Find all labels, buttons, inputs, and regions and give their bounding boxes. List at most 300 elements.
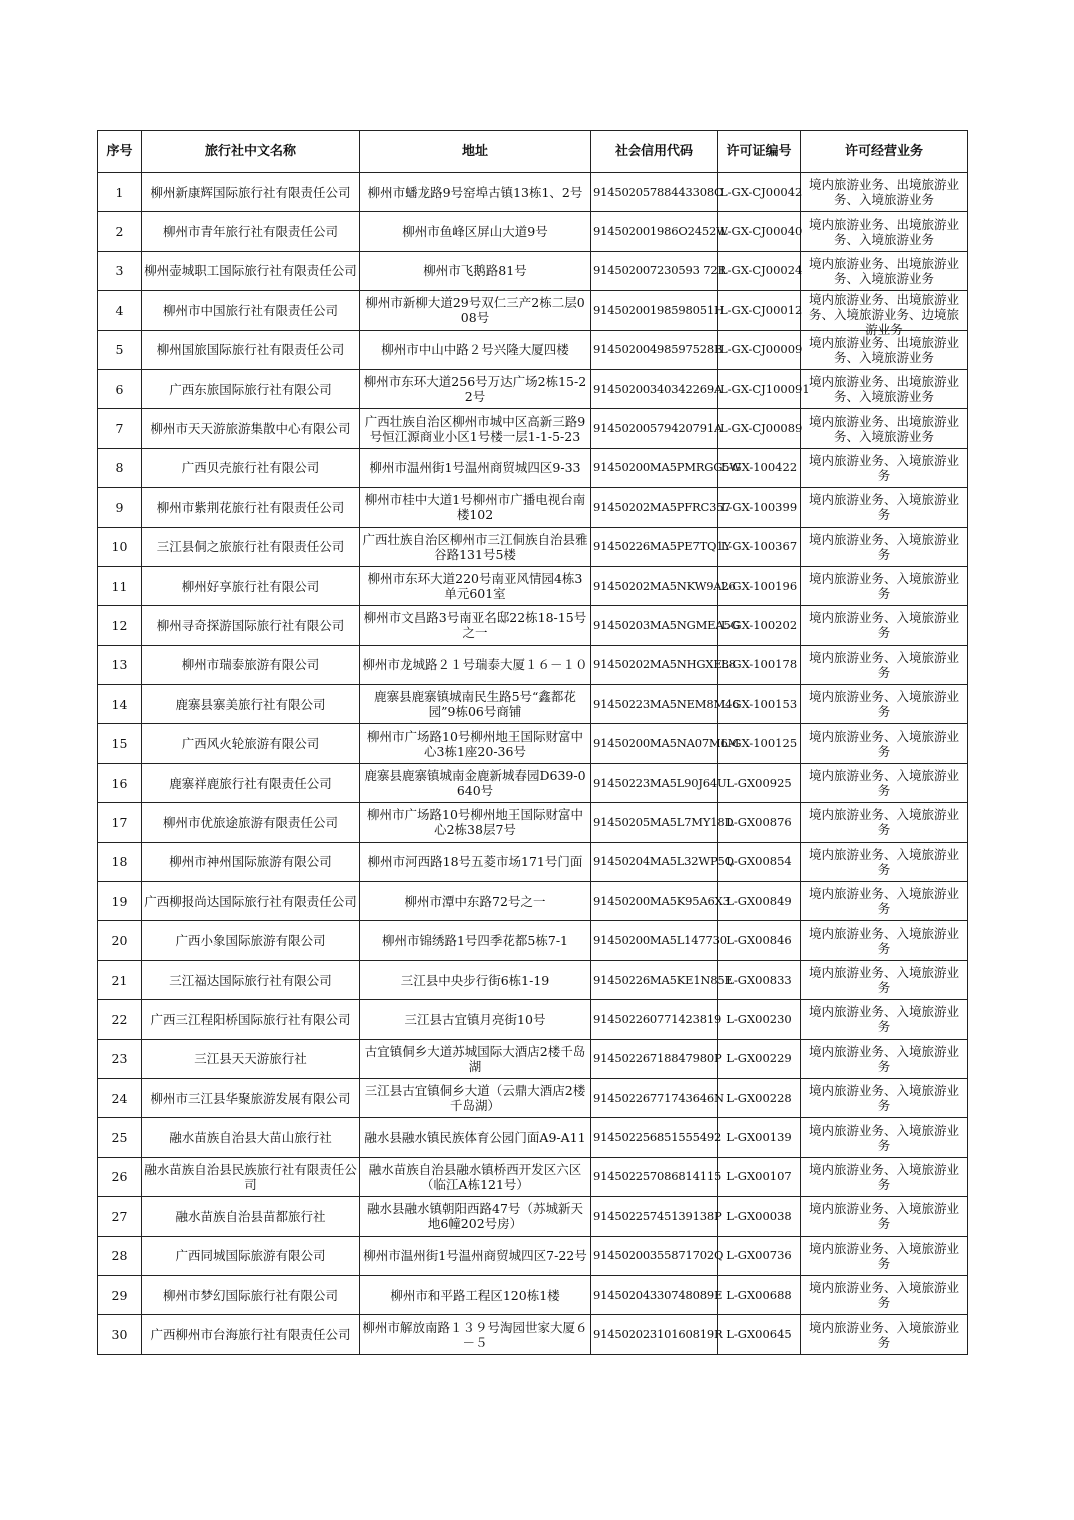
cell-business-scope: [801, 1315, 968, 1354]
cell-license-number-text: L-GX00688: [726, 1287, 792, 1302]
table-row: [98, 921, 968, 960]
cell-address-text: 柳州市广场路10号柳州地王国际财富中心2栋38层7号: [367, 807, 583, 838]
cell-license-number: [718, 527, 801, 566]
cell-license-number: [718, 330, 801, 369]
cell-business-scope-text: 境内旅游业务、入境旅游业务: [808, 886, 959, 917]
cell-index-text: 29: [111, 1287, 128, 1303]
cell-agency-name: [142, 645, 360, 684]
cell-credit-code: [591, 369, 723, 408]
cell-credit-code: [591, 1157, 722, 1196]
cell-license-number-text: L-GX-CJ00024: [720, 263, 803, 278]
cell-license-number-text: L-GX-100125: [720, 736, 798, 751]
table-body: [98, 173, 968, 1355]
cell-credit-code: [591, 330, 723, 369]
cell-index: [98, 1039, 142, 1078]
cell-business-scope: [801, 960, 968, 999]
cell-index: [98, 763, 142, 802]
cell-credit-code: [591, 1197, 722, 1236]
cell-address: [360, 1118, 591, 1157]
cell-license-number-text: L-GX00230: [726, 1011, 792, 1026]
cell-address-text: 柳州市锦绣路1号四季花都5栋7-1: [381, 933, 569, 949]
header-index: 序号: [98, 131, 142, 173]
cell-agency-name-text: 广西小象国际旅游有限公司: [175, 933, 326, 949]
cell-license-number-text: L-GX00229: [726, 1051, 792, 1066]
cell-credit-code: [591, 1236, 724, 1275]
cell-index: [98, 685, 142, 724]
cell-business-scope-text: 境内旅游业务、入境旅游业务: [808, 728, 959, 759]
cell-address-text: 融水县融水镇朝阳西路47号（苏城新天地6幢202号房）: [367, 1201, 583, 1232]
cell-business-scope: [801, 1000, 968, 1039]
cell-business-scope: [801, 921, 968, 960]
cell-address-text: 鹿寨县鹿寨镇城南民生路5号“鑫都花园”9栋06号商铺: [374, 689, 576, 720]
cell-agency-name-text: 柳州市中国旅行社有限责任公司: [162, 302, 338, 318]
cell-credit-code-text: 91450200MA5K95A6X3: [593, 893, 730, 908]
header-credit-code: 社会信用代码: [591, 131, 718, 173]
cell-credit-code: [591, 606, 740, 645]
cell-credit-code: [591, 1039, 722, 1078]
cell-index-text: 16: [111, 775, 128, 791]
cell-index-text: 9: [115, 499, 124, 515]
cell-agency-name: [142, 1078, 360, 1117]
cell-credit-code: [591, 645, 736, 684]
cell-license-number: [718, 803, 801, 842]
cell-index-text: 24: [111, 1090, 128, 1106]
cell-license-number: [718, 645, 801, 684]
cell-address: [360, 921, 591, 960]
cell-address: [360, 566, 591, 605]
cell-agency-name: [142, 960, 360, 999]
cell-license-number-text: L-GX00038: [726, 1208, 792, 1223]
cell-credit-code-text: 914502260771423819: [593, 1011, 722, 1026]
cell-index: [98, 1078, 142, 1117]
cell-index: [98, 330, 142, 369]
cell-business-scope-text: 境内旅游业务、出境旅游业务、入境旅游业务、边境旅游业务: [808, 292, 959, 338]
cell-credit-code-text: 91450204330748089E: [593, 1287, 723, 1302]
cell-agency-name: [142, 488, 360, 527]
header-row: [98, 131, 968, 173]
cell-index-text: 30: [111, 1327, 128, 1343]
cell-business-scope: [801, 1118, 968, 1157]
cell-index-text: 23: [111, 1051, 128, 1067]
cell-license-number: [718, 448, 801, 487]
cell-agency-name-text: 柳州市瑞泰旅游有限公司: [181, 657, 320, 673]
cell-agency-name: [142, 291, 360, 330]
cell-agency-name-text: 融水苗族自治县民族旅行社有限责任公司: [144, 1161, 357, 1192]
cell-index: [98, 1000, 142, 1039]
cell-index: [98, 409, 142, 448]
cell-business-scope: [801, 330, 968, 369]
cell-business-scope-text: 境内旅游业务、入境旅游业务: [808, 610, 959, 641]
cell-license-number-text: L-GX-CJ00089: [720, 421, 803, 436]
table-row: [98, 1118, 968, 1157]
cell-credit-code-text: 91450225745139138P: [593, 1208, 722, 1223]
cell-credit-code-text: 91450226MA5PE7TQ1Y: [593, 539, 731, 554]
cell-business-scope-text: 境内旅游业务、入境旅游业务: [808, 649, 959, 680]
cell-business-scope-text: 境内旅游业务、入境旅游业务: [808, 531, 959, 562]
cell-index: [98, 448, 142, 487]
cell-license-number-text: L-GX-CJ00042: [720, 184, 803, 199]
cell-credit-code-text: 91450202MA5NKW9A26: [593, 578, 736, 593]
cell-agency-name: [142, 173, 360, 212]
cell-agency-name-text: 三江县侗之旅旅行社有限责任公司: [156, 539, 345, 555]
cell-index-text: 1: [115, 184, 124, 200]
cell-address: [360, 645, 591, 684]
cell-address-text: 柳州市新柳大道29号双仁三产2栋二层008号: [365, 295, 585, 326]
cell-address-text: 柳州市潭中东路72号之一: [404, 893, 546, 909]
cell-credit-code-text: 91450202MA5PFRC357: [593, 499, 731, 514]
table-row: [98, 1078, 968, 1117]
cell-business-scope: [801, 251, 968, 290]
cell-license-number-text: L-GX00854: [726, 854, 792, 869]
cell-index-text: 20: [111, 933, 128, 949]
cell-credit-code-text: 91450202MA5NHGXE88: [593, 657, 736, 672]
cell-index-text: 22: [111, 1011, 128, 1027]
cell-business-scope-text: 境内旅游业务、入境旅游业务: [808, 768, 959, 799]
cell-business-scope: [801, 291, 968, 338]
cell-agency-name: [142, 1275, 360, 1314]
cell-business-scope-text: 境内旅游业务、入境旅游业务: [808, 1004, 959, 1035]
cell-agency-name: [142, 724, 360, 763]
cell-license-number-text: L-GX-100202: [720, 617, 798, 632]
cell-address: [360, 409, 591, 448]
cell-index-text: 11: [111, 578, 128, 594]
cell-address-text: 柳州市中山中路２号兴隆大厦四楼: [381, 342, 569, 358]
cell-agency-name-text: 鹿寨县寨美旅行社有限公司: [175, 696, 326, 712]
cell-agency-name: [142, 330, 360, 369]
table-row: [98, 173, 968, 212]
cell-agency-name-text: 三江福达国际旅行社有限公司: [169, 972, 332, 988]
cell-license-number: [718, 724, 801, 763]
cell-credit-code: [591, 1275, 723, 1314]
cell-license-number: [718, 369, 810, 408]
cell-index: [98, 173, 142, 212]
cell-business-scope-text: 境内旅游业务、入境旅游业务: [808, 846, 959, 877]
cell-index-text: 26: [111, 1169, 128, 1185]
cell-address-text: 柳州市和平路工程区120栋1楼: [390, 1287, 560, 1303]
cell-credit-code-text: 914502007230593 72R: [593, 263, 726, 278]
table-row: [98, 1157, 968, 1196]
cell-credit-code-text: 91450205788443308O: [593, 184, 724, 199]
cell-license-number-text: L-GX00925: [726, 775, 792, 790]
cell-agency-name-text: 柳州市神州国际旅游有限公司: [169, 854, 332, 870]
cell-credit-code: [591, 1315, 723, 1354]
cell-business-scope-text: 境内旅游业务、入境旅游业务: [808, 1201, 959, 1232]
cell-license-number-text: L-GX00228: [726, 1090, 792, 1105]
cell-license-number-text: L-GX00846: [726, 933, 792, 948]
cell-address: [360, 1315, 591, 1354]
cell-index: [98, 212, 142, 251]
cell-license-number-text: L-GX-CJ00012: [720, 302, 803, 317]
cell-credit-code-text: 91450223MA5L90J64U: [593, 775, 727, 790]
cell-business-scope-text: 境内旅游业务、入境旅游业务: [808, 1161, 959, 1192]
cell-index-text: 14: [111, 696, 128, 712]
cell-address: [360, 330, 591, 369]
table-row: [98, 685, 968, 724]
cell-business-scope: [801, 606, 968, 645]
table-row: [98, 527, 968, 566]
cell-index-text: 3: [115, 263, 124, 279]
cell-agency-name-text: 融水苗族自治县苗都旅行社: [175, 1208, 326, 1224]
cell-agency-name-text: 柳州壶城职工国际旅行社有限责任公司: [144, 263, 357, 279]
cell-license-number: [718, 488, 801, 527]
table-row: [98, 763, 968, 802]
cell-business-scope: [801, 527, 968, 566]
cell-address-text: 柳州市文昌路3号南亚名邸22栋18-15号之一: [363, 610, 587, 641]
cell-address-text: 三江县古宜镇侗乡大道（云鼎大酒店2楼千岛湖）: [364, 1083, 586, 1114]
cell-license-number: [718, 1078, 801, 1117]
cell-agency-name: [142, 1197, 360, 1236]
cell-agency-name: [142, 803, 360, 842]
cell-address: [360, 1236, 591, 1275]
cell-credit-code-text: 91450200198598051H: [593, 302, 724, 317]
cell-business-scope: [801, 1236, 968, 1275]
cell-address: [360, 291, 591, 330]
cell-license-number-text: L-GX00833: [726, 972, 792, 987]
cell-address-text: 柳州市桂中大道1号柳州市广播电视台南楼102: [364, 492, 586, 523]
cell-index-text: 10: [111, 539, 128, 555]
cell-index-text: 12: [111, 617, 128, 633]
cell-address: [360, 882, 591, 921]
cell-index: [98, 566, 142, 605]
cell-credit-code-text: 91450204MA5L32WP5Q: [593, 854, 734, 869]
cell-license-number: [718, 1157, 801, 1196]
cell-license-number-text: L-GX00645: [726, 1327, 792, 1342]
cell-index-text: 27: [111, 1208, 128, 1224]
cell-agency-name-text: 广西风火轮旅游有限公司: [181, 736, 320, 752]
cell-agency-name: [142, 921, 360, 960]
cell-index-text: 6: [115, 381, 124, 397]
cell-license-number-text: L-GX-100399: [720, 499, 798, 514]
cell-business-scope-text: 境内旅游业务、入境旅游业务: [808, 452, 959, 483]
cell-agency-name-text: 广西三江程阳桥国际旅行社有限公司: [150, 1011, 351, 1027]
cell-credit-code-text: 91450200579420791A: [593, 421, 723, 436]
cell-agency-name: [142, 1000, 360, 1039]
cell-business-scope: [801, 1275, 968, 1314]
cell-license-number: [718, 960, 801, 999]
cell-license-number-text: L-GX-100178: [720, 657, 798, 672]
cell-business-scope: [801, 1039, 968, 1078]
cell-index: [98, 1197, 142, 1236]
cell-index-text: 13: [111, 657, 128, 673]
cell-index-text: 8: [115, 460, 124, 476]
cell-address-text: 融水苗族自治县融水镇桥西开发区六区（临江A栋121号）: [368, 1161, 582, 1192]
cell-agency-name-text: 三江县天天游旅行社: [194, 1051, 307, 1067]
cell-business-scope-text: 境内旅游业务、入境旅游业务: [808, 1280, 959, 1311]
cell-address-text: 柳州市解放南路１３９号淘园世家大厦６－５: [362, 1319, 588, 1350]
cell-business-scope: [801, 173, 968, 212]
cell-business-scope: [801, 1157, 968, 1196]
cell-address: [360, 685, 591, 724]
cell-index: [98, 921, 142, 960]
cell-license-number-text: L-GX00107: [726, 1169, 792, 1184]
cell-agency-name: [142, 842, 360, 881]
cell-index-text: 21: [111, 972, 128, 988]
cell-business-scope: [801, 842, 968, 881]
cell-address: [360, 1039, 591, 1078]
cell-license-number: [718, 173, 801, 212]
cell-address: [360, 212, 591, 251]
table-row: [98, 606, 968, 645]
cell-agency-name: [142, 1118, 360, 1157]
table-row: [98, 212, 968, 251]
cell-address: [360, 251, 591, 290]
cell-address: [360, 1078, 591, 1117]
cell-license-number: [718, 291, 801, 330]
cell-business-scope: [801, 1078, 968, 1117]
table-row: [98, 1039, 968, 1078]
cell-license-number: [718, 1236, 801, 1275]
cell-business-scope: [801, 803, 968, 842]
cell-agency-name: [142, 527, 360, 566]
cell-business-scope-text: 境内旅游业务、入境旅游业务: [808, 1122, 959, 1153]
cell-credit-code: [591, 173, 724, 212]
cell-credit-code-text: 914502256851555492: [593, 1130, 722, 1145]
cell-business-scope: [801, 488, 968, 527]
cell-credit-code: [591, 842, 734, 881]
cell-credit-code: [591, 527, 731, 566]
cell-agency-name: [142, 882, 360, 921]
cell-license-number-text: L-GX-CJ100091: [720, 381, 810, 396]
cell-address-text: 柳州市鱼峰区屏山大道9号: [402, 224, 548, 240]
cell-index: [98, 251, 142, 290]
cell-business-scope: [801, 685, 968, 724]
cell-credit-code: [591, 488, 731, 527]
cell-license-number-text: L-GX00139: [726, 1130, 792, 1145]
cell-address-text: 柳州市温州街1号温州商贸城四区9-33: [369, 460, 581, 476]
table-row: [98, 1197, 968, 1236]
cell-address-text: 柳州市温州街1号温州商贸城四区7-22号: [363, 1248, 587, 1264]
cell-business-scope: [801, 448, 968, 487]
cell-index: [98, 527, 142, 566]
cell-address-text: 柳州市河西路18号五菱市场171号门面: [367, 854, 583, 870]
table-row: [98, 291, 968, 330]
table-header: [98, 131, 968, 173]
cell-address-text: 柳州市蟠龙路9号窑埠古镇13栋1、2号: [367, 184, 583, 200]
cell-credit-code-text: 914502257086814115: [593, 1169, 722, 1184]
cell-business-scope-text: 境内旅游业务、入境旅游业务: [808, 1319, 959, 1350]
cell-address-text: 柳州市广场路10号柳州地王国际财富中心3栋1座20-36号: [367, 728, 583, 759]
cell-business-scope-text: 境内旅游业务、入境旅游业务: [808, 571, 959, 602]
cell-business-scope-text: 境内旅游业务、入境旅游业务: [808, 492, 959, 523]
table-row: [98, 369, 968, 408]
cell-agency-name-text: 鹿寨祥鹿旅行社有限责任公司: [169, 775, 332, 791]
cell-address-text: 广西壮族自治区柳州市三江侗族自治县雅谷路131号5楼: [362, 531, 588, 562]
cell-license-number-text: L-GX-100422: [720, 460, 798, 475]
cell-index-text: 19: [111, 893, 128, 909]
cell-agency-name: [142, 251, 360, 290]
cell-credit-code: [591, 685, 740, 724]
cell-credit-code: [591, 1118, 722, 1157]
cell-business-scope-text: 境内旅游业务、出境旅游业务、入境旅游业务: [808, 334, 959, 365]
table-row: [98, 448, 968, 487]
cell-license-number: [718, 251, 801, 290]
cell-agency-name-text: 广西同城国际旅游有限公司: [175, 1248, 326, 1264]
cell-address: [360, 1000, 591, 1039]
cell-agency-name: [142, 1157, 360, 1196]
cell-index: [98, 842, 142, 881]
cell-agency-name: [142, 1315, 360, 1354]
cell-credit-code: [591, 212, 728, 251]
cell-index: [98, 645, 142, 684]
header-business-scope: 许可经营业务: [801, 131, 968, 173]
cell-address: [360, 1157, 591, 1196]
cell-credit-code-text: 91450200340342269A: [593, 381, 723, 396]
cell-agency-name-text: 广西东旅国际旅行社有限公司: [169, 381, 332, 397]
cell-agency-name-text: 柳州市优旅途旅游有限责任公司: [162, 814, 338, 830]
cell-credit-code: [591, 1000, 722, 1039]
cell-business-scope-text: 境内旅游业务、入境旅游业务: [808, 925, 959, 956]
cell-business-scope-text: 境内旅游业务、入境旅游业务: [808, 1240, 959, 1271]
cell-agency-name-text: 融水苗族自治县大苗山旅行社: [169, 1130, 332, 1146]
cell-index: [98, 882, 142, 921]
table-row: [98, 409, 968, 448]
cell-credit-code-text: 91450202310160819R: [593, 1327, 723, 1342]
cell-license-number: [718, 409, 801, 448]
cell-agency-name: [142, 212, 360, 251]
cell-credit-code: [591, 921, 727, 960]
cell-address: [360, 803, 591, 842]
cell-credit-code-text: 91450226718847980P: [593, 1051, 722, 1066]
cell-address-text: 柳州市东环大道256号万达广场2栋15-22号: [363, 374, 587, 405]
cell-agency-name-text: 广西柳报尚达国际旅行社有限责任公司: [144, 893, 357, 909]
cell-agency-name: [142, 448, 360, 487]
cell-license-number-text: L-GX00849: [726, 893, 792, 908]
cell-agency-name-text: 柳州市天天游旅游集散中心有限公司: [150, 421, 351, 437]
cell-license-number-text: L-GX-100196: [720, 578, 798, 593]
cell-index: [98, 1236, 142, 1275]
cell-business-scope-text: 境内旅游业务、出境旅游业务、入境旅游业务: [808, 413, 959, 444]
cell-address-text: 柳州市龙城路２１号瑞泰大厦１６－１０: [362, 657, 588, 673]
cell-credit-code: [591, 882, 730, 921]
cell-credit-code-text: 91450200MA5PMRGG5W: [593, 460, 742, 475]
cell-agency-name: [142, 1236, 360, 1275]
cell-index: [98, 1157, 142, 1196]
cell-agency-name-text: 柳州寻奇探游国际旅行社有限公司: [156, 617, 345, 633]
header-license-number: 许可证编号: [718, 131, 801, 173]
cell-address-text: 三江县中央步行街6栋1-19: [400, 972, 550, 988]
cell-address: [360, 763, 591, 802]
cell-index: [98, 369, 142, 408]
cell-license-number: [718, 566, 801, 605]
cell-business-scope-text: 境内旅游业务、出境旅游业务、入境旅游业务: [808, 255, 959, 286]
cell-agency-name: [142, 763, 360, 802]
cell-business-scope: [801, 566, 968, 605]
table-row: [98, 1000, 968, 1039]
cell-business-scope: [801, 882, 968, 921]
cell-address: [360, 173, 591, 212]
cell-business-scope-text: 境内旅游业务、入境旅游业务: [808, 1083, 959, 1114]
cell-address: [360, 1197, 591, 1236]
cell-license-number-text: L-GX-100367: [720, 539, 798, 554]
cell-address-text: 广西壮族自治区柳州市城中区高新三路9号恒江源商业小区1号楼一层1-1-5-23: [364, 413, 586, 444]
cell-agency-name-text: 柳州市梦幻国际旅行社有限公司: [162, 1287, 338, 1303]
cell-credit-code: [591, 763, 727, 802]
cell-business-scope-text: 境内旅游业务、入境旅游业务: [808, 689, 959, 720]
cell-address-text: 三江县古宜镇月亮街10号: [404, 1011, 546, 1027]
cell-license-number: [718, 212, 801, 251]
table-row: [98, 330, 968, 369]
table-row: [98, 842, 968, 881]
table-row: [98, 882, 968, 921]
cell-business-scope-text: 境内旅游业务、出境旅游业务、入境旅游业务: [808, 216, 959, 247]
cell-agency-name: [142, 566, 360, 605]
table-row: [98, 1236, 968, 1275]
cell-index: [98, 1118, 142, 1157]
cell-license-number: [718, 606, 801, 645]
cell-address: [360, 606, 591, 645]
cell-index: [98, 488, 142, 527]
cell-credit-code-text: 91450200498597528B: [593, 342, 723, 357]
